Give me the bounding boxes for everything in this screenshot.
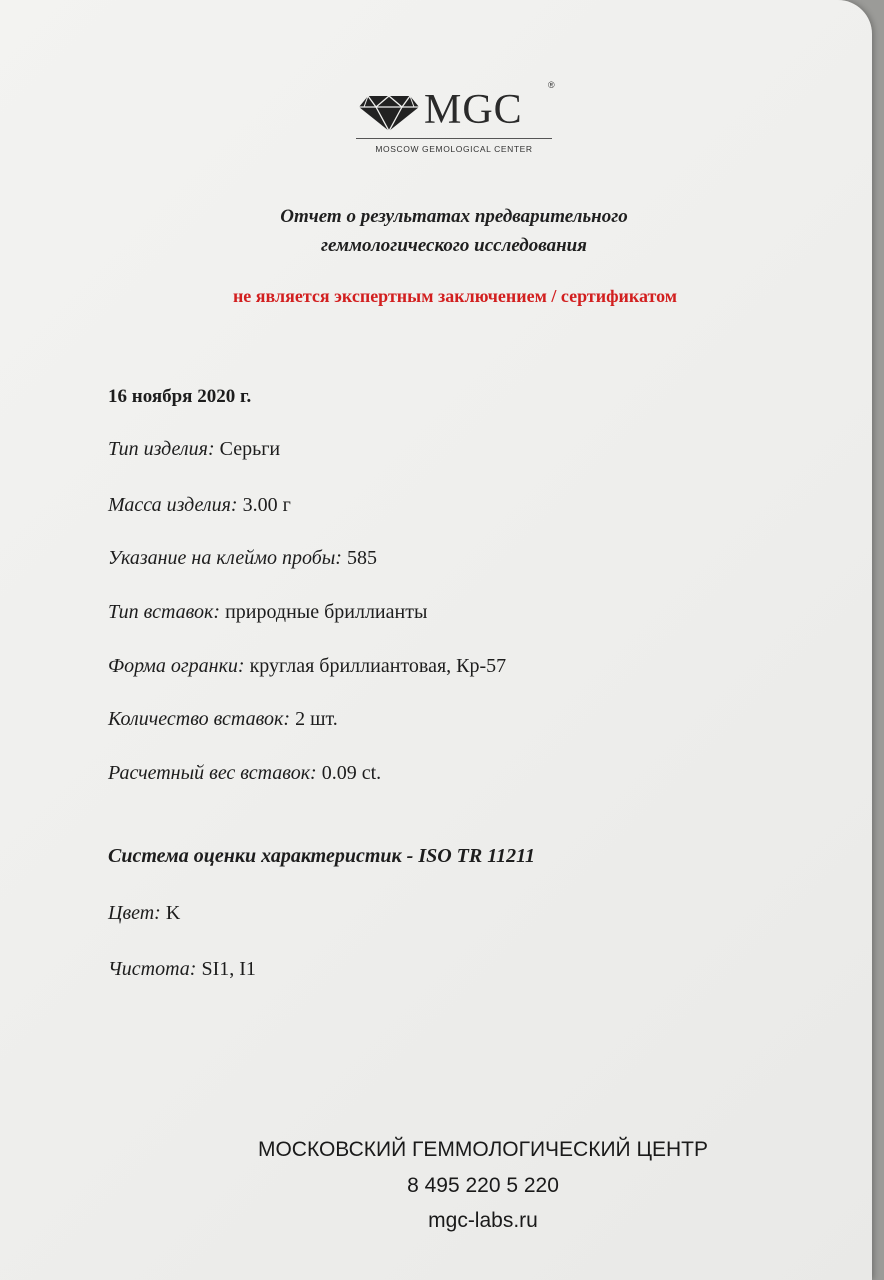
logo-subtitle: MOSCOW GEMOLOGICAL CENTER bbox=[375, 144, 533, 154]
field-row-hallmark bbox=[108, 547, 377, 570]
field-row-cut-shape bbox=[108, 655, 506, 678]
field-row-insert-type bbox=[108, 601, 427, 624]
registered-mark: ® bbox=[548, 80, 555, 90]
field-value: SI1, I1 bbox=[201, 958, 256, 980]
report-title-line-2: геммологического исследования bbox=[321, 235, 587, 256]
report-date: 16 ноября 2020 г. bbox=[108, 386, 252, 407]
field-label: Тип изделия: bbox=[108, 438, 215, 460]
field-label: Форма огранки: bbox=[108, 655, 245, 677]
diamond-icon bbox=[358, 94, 420, 132]
field-row-insert-weight bbox=[108, 762, 381, 785]
field-label: Количество вставок: bbox=[108, 708, 291, 730]
report-title bbox=[180, 202, 728, 260]
field-value: K bbox=[165, 902, 181, 924]
field-value: природные бриллианты bbox=[225, 601, 428, 623]
footer-phone: 8 495 220 5 220 bbox=[407, 1174, 559, 1197]
field-label: Масса изделия: bbox=[108, 494, 238, 516]
disclaimer-text: не является экспертным заключением / сертификатом bbox=[232, 286, 678, 306]
field-row-clarity bbox=[108, 958, 256, 981]
field-label: Указание на клеймо пробы: bbox=[108, 547, 342, 569]
report-title-line-1: Отчет о результатах предварительного bbox=[280, 206, 628, 227]
field-row-insert-count bbox=[108, 708, 338, 731]
field-row-item-type bbox=[108, 438, 280, 461]
footer-company-name: МОСКОВСКИЙ ГЕММОЛОГИЧЕСКИЙ ЦЕНТР bbox=[257, 1138, 709, 1161]
field-label: Расчетный вес вставок: bbox=[108, 762, 317, 784]
logo-divider bbox=[356, 138, 552, 139]
field-value: 2 шт. bbox=[295, 708, 338, 730]
grading-system-heading: Система оценки характеристик - ISO TR 11211 bbox=[108, 845, 536, 867]
field-label: Тип вставок: bbox=[108, 601, 221, 623]
logo-wordmark: MGC bbox=[424, 87, 523, 133]
footer-website: mgc-labs.ru bbox=[428, 1209, 538, 1232]
field-label: Цвет: bbox=[108, 902, 161, 924]
field-row-color bbox=[108, 902, 180, 925]
field-row-item-mass bbox=[108, 494, 291, 517]
field-value: 585 bbox=[346, 547, 377, 569]
mgc-logo bbox=[356, 80, 560, 160]
field-value: 3.00 г bbox=[242, 494, 291, 516]
field-value: Серьги bbox=[219, 438, 281, 460]
field-value: круглая бриллиантовая, Кр-57 bbox=[249, 655, 507, 677]
field-label: Чистота: bbox=[108, 958, 197, 980]
field-value: 0.09 ct. bbox=[321, 762, 382, 784]
